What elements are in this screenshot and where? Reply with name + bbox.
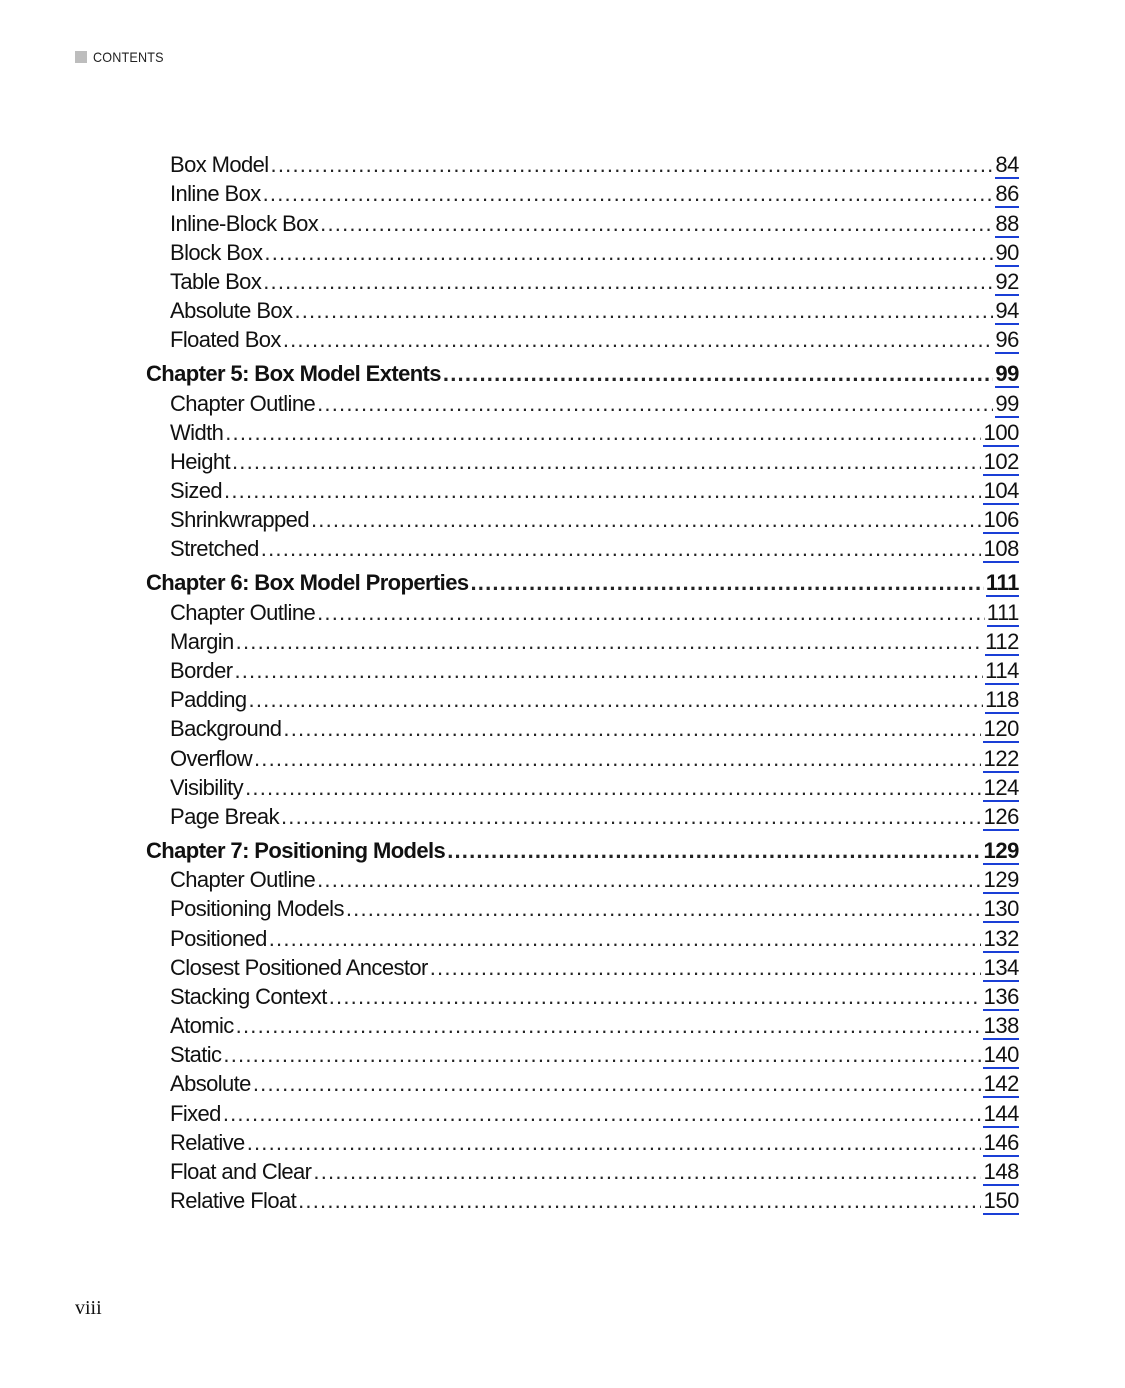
toc-entry-row [146,1157,1019,1186]
toc-page-link[interactable]: 118 [985,687,1019,713]
toc-entry-row [146,685,1019,714]
toc-entry-title: Absolute Box [170,298,293,324]
toc-page-link[interactable]: 102 [983,448,1019,474]
toc-entry-title: Height [170,448,230,474]
toc-entry-title: Static [170,1042,222,1068]
toc-entry-row [146,325,1019,354]
toc-entry-row [146,150,1019,179]
toc-page-link[interactable]: 86 [995,181,1019,207]
toc-dot-leader [317,602,985,627]
toc-entry-row [146,953,1019,982]
toc-entry-title: Closest Positioned Ancestor [170,954,428,980]
toc-chapter-title: Chapter 7: Positioning Models [146,837,446,863]
toc-entry-title: Padding [170,687,247,713]
header-label: CONTENTS [93,49,164,65]
toc-entry-title: Inline Box [170,181,261,207]
toc-page-link[interactable]: 122 [983,745,1019,771]
toc-dot-leader [271,154,994,179]
toc-page-link[interactable]: 111 [985,570,1019,596]
toc-dot-leader [311,509,982,534]
toc-entry-title: Fixed [170,1100,221,1126]
toc-page-link[interactable]: 146 [983,1129,1019,1155]
toc-dot-leader [225,422,981,447]
toc-entry-title: Chapter Outline [170,390,316,416]
toc-chapter-title: Chapter 6: Box Model Properties [146,570,469,596]
toc-entry-row [146,1011,1019,1040]
toc-page-link[interactable]: 114 [985,658,1019,683]
toc-entry-title: Width [170,419,224,445]
running-header [75,49,172,65]
toc-dot-leader [269,928,982,953]
toc-entry-title: Stacking Context [170,983,327,1009]
toc-dot-leader [253,1073,982,1098]
toc-page-link[interactable]: 148 [983,1159,1019,1184]
toc-page-link[interactable]: 94 [995,298,1019,324]
toc-entry-row [146,534,1019,563]
toc-dot-leader [317,393,993,418]
toc-entry-row [146,714,1019,743]
toc-entry-row [146,388,1019,417]
toc-entry-title: Block Box [170,239,263,265]
toc-entry-title: Border [170,658,233,683]
toc-page-link[interactable]: 84 [995,152,1019,178]
toc-page-link[interactable]: 90 [995,239,1019,265]
toc-entry-row [146,743,1019,772]
toc-page-link[interactable]: 92 [995,268,1019,294]
toc-dot-leader [313,1161,981,1186]
toc-dot-leader [298,1190,981,1215]
toc-dot-leader [249,689,984,714]
toc-page-link[interactable]: 112 [985,628,1019,654]
toc-page-link[interactable]: 140 [983,1042,1019,1068]
toc-entry-row [146,447,1019,476]
header-square-icon [75,51,87,63]
toc-dot-leader [320,213,993,238]
toc-dot-leader [430,957,982,982]
toc-entry-row [146,208,1019,237]
toc-page-link[interactable]: 99 [995,390,1019,416]
toc-entry-row [146,418,1019,447]
toc-entry-row [146,1128,1019,1157]
toc-entry-title: Float and Clear [170,1159,312,1184]
toc-entry-title: Floated Box [170,327,281,353]
toc-entry-row [146,802,1019,831]
toc-dot-leader [283,329,994,354]
toc-dot-leader [254,748,981,773]
toc-entry-row [146,597,1019,626]
toc-dot-leader [470,572,983,597]
toc-page-link[interactable]: 138 [983,1013,1019,1039]
toc-entry-row [146,1040,1019,1069]
toc-entry-row [146,238,1019,267]
toc-dot-leader [317,869,981,894]
toc-dot-leader [261,538,982,563]
toc-dot-leader [223,1044,981,1069]
toc-entry-row [146,179,1019,208]
toc-entry-title: Table Box [170,268,262,294]
toc-dot-leader [247,1132,982,1157]
toc-entry-row [146,505,1019,534]
toc-entry-title: Inline-Block Box [170,210,319,236]
toc-entry-title: Sized [170,478,223,504]
toc-entry-row [146,982,1019,1011]
toc-chapter-row [146,563,1019,597]
toc-entry-title: Relative Float [170,1188,297,1214]
page-number: viii [75,1297,102,1319]
toc-entry-title: Chapter Outline [170,867,316,893]
toc-page-link[interactable]: 129 [983,837,1019,863]
toc-page-link[interactable]: 150 [983,1188,1019,1214]
toc-dot-leader [245,777,981,802]
toc-entry-title: Background [170,716,282,742]
toc-entry-title: Box Model [170,152,269,178]
toc-page-link[interactable]: 111 [986,599,1019,625]
toc-page-link[interactable]: 106 [983,507,1019,533]
toc-dot-leader [281,806,982,831]
toc-page-link[interactable]: 144 [983,1100,1019,1126]
toc-chapter-row [146,354,1019,388]
toc-entry-title: Absolute [170,1071,251,1097]
toc-dot-leader [329,986,982,1011]
toc-entry-title: Relative [170,1129,245,1155]
toc-dot-leader [443,363,993,388]
toc-entry-title: Page Break [170,803,279,829]
toc-entry-row [146,894,1019,923]
toc-entry-row [146,773,1019,802]
toc-dot-leader [283,718,981,743]
toc-page-link[interactable]: 88 [995,210,1019,236]
toc-entry-row [146,1186,1019,1215]
toc-entry-row [146,476,1019,505]
toc-page-link[interactable]: 126 [983,803,1019,829]
toc-entry-row [146,923,1019,952]
toc-page-link[interactable]: 129 [983,867,1019,893]
toc-entry-title: Atomic [170,1013,234,1039]
toc-entry-title: Visibility [170,774,244,800]
toc-entry-title: Positioning Models [170,896,344,922]
toc-page-link[interactable]: 130 [983,896,1019,922]
toc-dot-leader [346,898,982,923]
toc-page-link[interactable]: 100 [983,419,1019,445]
toc-chapter-title: Chapter 5: Box Model Extents [146,361,441,387]
toc-page-link[interactable]: 99 [995,361,1019,387]
toc-dot-leader [232,451,981,476]
toc-page-link[interactable]: 132 [983,925,1019,951]
toc-chapter-row [146,831,1019,865]
toc-entry-row [146,1069,1019,1098]
toc-entry-title: Margin [170,628,234,654]
toc-dot-leader [236,631,983,656]
toc-entry-row [146,656,1019,685]
toc-entry-row [146,627,1019,656]
toc-entry-title: Overflow [170,745,252,771]
toc-page-link[interactable]: 136 [983,983,1019,1009]
toc-dot-leader [447,840,981,865]
toc-page-link[interactable]: 142 [983,1071,1019,1097]
toc-dot-leader [263,271,993,296]
toc-entry-title: Stretched [170,536,259,562]
toc-entry-row [146,267,1019,296]
toc-dot-leader [224,480,981,505]
toc-page-link[interactable]: 108 [983,536,1019,562]
toc-entry-title: Positioned [170,925,267,951]
table-of-contents [146,150,1019,1215]
toc-page-link[interactable]: 120 [983,716,1019,742]
toc-entry-title: Chapter Outline [170,599,316,625]
toc-entry-title: Shrinkwrapped [170,507,309,533]
toc-dot-leader [263,183,994,208]
toc-dot-leader [264,242,993,267]
toc-page-link[interactable]: 104 [983,478,1019,504]
toc-entry-row [146,296,1019,325]
toc-page-link[interactable]: 134 [983,954,1019,980]
toc-dot-leader [236,1015,982,1040]
toc-page-link[interactable]: 96 [995,327,1019,353]
toc-page-link[interactable]: 124 [983,774,1019,800]
toc-dot-leader [234,660,983,685]
toc-dot-leader [223,1103,982,1128]
toc-entry-row [146,865,1019,894]
toc-dot-leader [294,300,993,325]
toc-entry-row [146,1098,1019,1127]
